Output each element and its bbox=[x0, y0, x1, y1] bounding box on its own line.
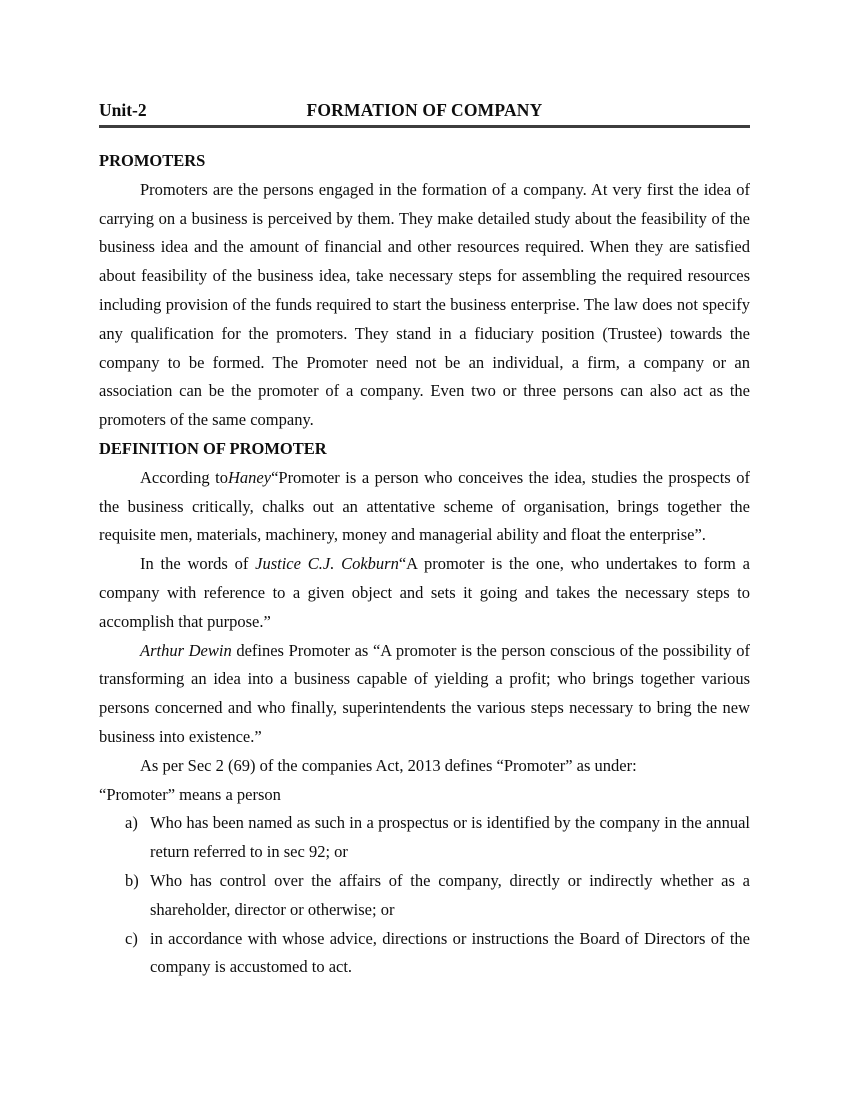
section-heading-definition: DEFINITION OF PROMOTER bbox=[99, 438, 327, 458]
unit-label: Unit-2 bbox=[99, 100, 147, 120]
definition-dewin-paragraph bbox=[99, 637, 750, 752]
list-marker-c: c) bbox=[125, 928, 138, 948]
list-marker-a: a) bbox=[125, 813, 138, 833]
document-header bbox=[99, 99, 750, 122]
cokburn-quote-text: “A promoter is the one, who undertakes to form a company with reference to a given object and sets it going and takes the necessary steps to accomplish that purpose.” bbox=[99, 554, 750, 631]
list-text-a: Who has been named as such in a prospectus or is identified by the company in the annual return referred to in sec 92; or bbox=[150, 813, 750, 862]
section-heading-promoters: PROMOTERS bbox=[99, 151, 206, 170]
page-title: FORMATION OF COMPANY bbox=[306, 100, 543, 120]
list-item-c bbox=[99, 925, 750, 983]
list-item-a bbox=[99, 809, 750, 867]
header-rule bbox=[99, 125, 750, 128]
haney-author-name: Haney bbox=[227, 467, 272, 487]
dewin-author-name: Arthur Dewin bbox=[140, 640, 232, 660]
promoter-definition-list bbox=[99, 809, 750, 982]
cokburn-pre-text: In the words of bbox=[140, 554, 256, 574]
dewin-quote-text: defines Promoter as “A promoter is the person conscious of the possibility of transforming an idea into a business capable of yielding a profit; who brings together various persons concerned and who finally, superintendents the various steps necessary to bring the new business into existence.” bbox=[99, 640, 750, 746]
list-item-b bbox=[99, 867, 750, 925]
haney-quote-text: “Promoter is a person who conceives the idea, studies the prospects of the business critically, chalks out an attentative scheme of organisation, brings together the requisite men, materials, machinery, money and managerial ability and float the enterprise”. bbox=[99, 467, 750, 545]
sec-2-69-line: As per Sec 2 (69) of the companies Act, 2013 defines “Promoter” as under: bbox=[140, 755, 637, 775]
definition-haney-paragraph bbox=[99, 464, 750, 550]
promoters-paragraph: Promoters are the persons engaged in the formation of a company. At very first the idea of carrying on a business is perceived by them. They make detailed study about the feasibility of the business idea and the amount of financial and other resources required. When they are satisfied about feasibility of the business idea, take necessary steps for assembling the required resources including provision of the funds required to start the business enterprise. The law does not specify any qualification for the promoters. They stand in a fiduciary position (Trustee) towards the company to be formed. The Promoter need not be an individual, a firm, a company or an association can be the promoter of a company. Even two or three persons can also act as the promoters of the same company. bbox=[99, 179, 750, 430]
haney-pre-text: According to bbox=[140, 467, 228, 487]
list-text-c: in accordance with whose advice, directions or instructions the Board of Directors of the company is accustomed to act. bbox=[150, 928, 750, 977]
page-content bbox=[99, 99, 750, 982]
list-marker-b: b) bbox=[125, 870, 139, 890]
promoter-means-line: “Promoter” means a person bbox=[99, 784, 281, 804]
definition-cokburn-paragraph bbox=[99, 550, 750, 636]
cokburn-author-name: Justice C.J. Cokburn bbox=[255, 554, 399, 574]
list-text-b: Who has control over the affairs of the company, directly or indirectly whether as a shareholder, director or otherwise; or bbox=[150, 870, 750, 919]
